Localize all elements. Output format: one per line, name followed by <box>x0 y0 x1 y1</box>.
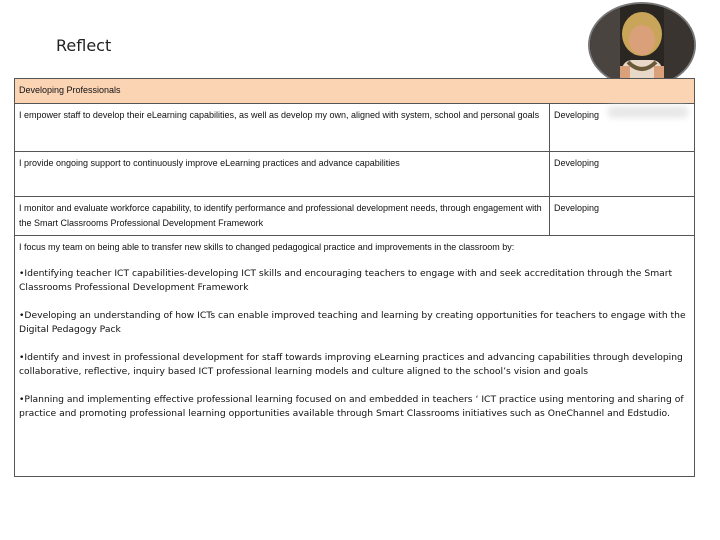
criterion-text: I empower staff to develop their eLearning capabilities, as well as develop my own, aligned with system, school and personal goals <box>15 104 550 152</box>
table-header-row <box>15 79 695 104</box>
reflection-bullet: •Identify and invest in professional development for staff towards improving eLearning practices and advancing capabilities through developing collaborative, reflective, inquiry based ICT professional learning models and culture aligned to the school’s vision and goals <box>19 352 683 377</box>
criterion-text: I provide ongoing support to continuously improve eLearning practices and advance capabilities <box>15 152 550 197</box>
table-row <box>15 197 695 236</box>
status-text: Developing <box>554 110 600 120</box>
status-cell <box>550 197 695 236</box>
reflection-cell <box>15 236 695 477</box>
reflection-intro: I focus my team on being able to transfer new skills to changed pedagogical practice and improvements in the classroom by: <box>19 242 515 252</box>
reflection-bullet: •Developing an understanding of how ICTs can enable improved teaching and learning by creating opportunities for teachers to engage with the Digital Pedagogy Pack <box>19 310 686 335</box>
criterion-text: I monitor and evaluate workforce capability, to identify performance and professional development needs, through engagement with the Smart Classrooms Professional Development Framework <box>15 197 550 236</box>
person-portrait-icon <box>590 4 694 86</box>
status-text: Developing <box>554 203 600 213</box>
reflection-bullet: •Identifying teacher ICT capabilities-developing ICT skills and encouraging teachers to engage with and seek accreditation through the Smart Classrooms Professional Development Framework <box>19 268 673 293</box>
table-row <box>15 104 695 152</box>
table-row <box>15 152 695 197</box>
status-cell <box>550 104 695 152</box>
profile-photo <box>590 4 694 86</box>
page-title: Reflect <box>56 36 112 55</box>
framework-table <box>14 78 695 477</box>
blurred-mark <box>608 106 688 118</box>
status-cell <box>550 152 695 197</box>
reflection-bullet: •Planning and implementing effective professional learning focused on and embedded in teachers ‘ ICT practice using mentoring and sharing of practice and promoting professional learning opportunities available through Smart Classrooms initiatives such as OneChannel and Edstudio. <box>19 394 684 419</box>
reflection-row <box>15 236 695 477</box>
table-header: Developing Professionals <box>15 79 695 104</box>
status-text: Developing <box>554 158 600 168</box>
